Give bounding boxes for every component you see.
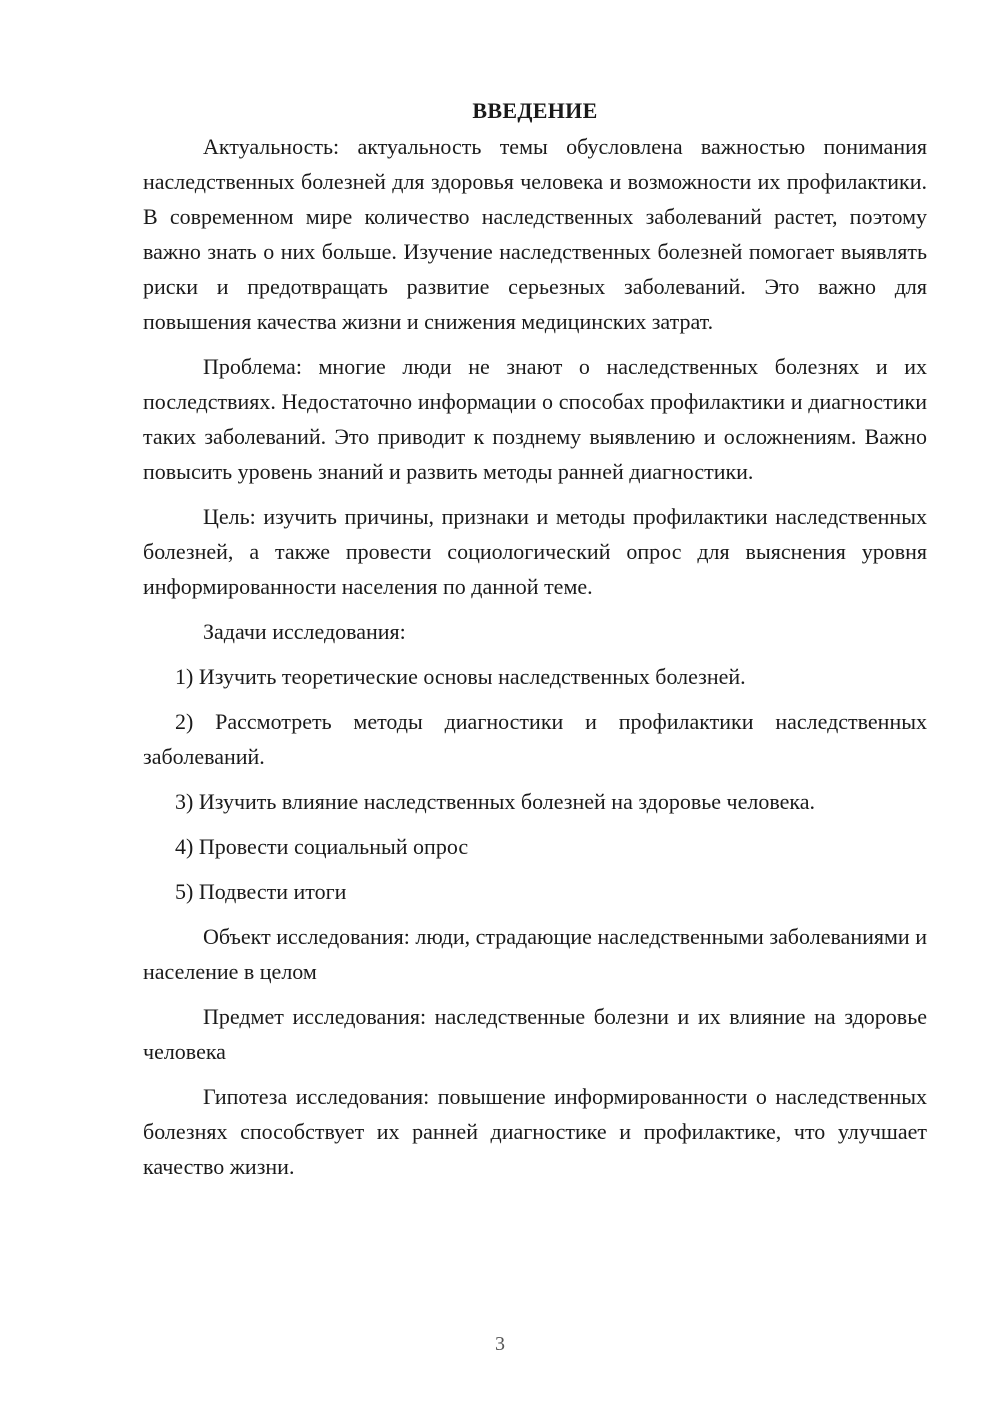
paragraph-problem: Проблема: многие люди не знают о наследственных болезнях и их последствиях. Недостаточно информации о способах профилактики и диагностики таких заболеваний. Это приводит к позднему выявлению и осложнениям. Важно повысить уровень знаний и развить методы ранней диагностики. xyxy=(143,354,927,484)
paragraph-goal: Цель: изучить причины, признаки и методы профилактики наследственных болезней, а также провести социологический опрос для выяснения уровня информированности населения по данной теме. xyxy=(143,504,927,599)
task-item-2: 2) Рассмотреть методы диагностики и профилактики наследственных заболеваний. xyxy=(143,709,927,769)
paragraph-tasks-heading: Задачи исследования: xyxy=(203,619,406,644)
paragraph-hypothesis: Гипотеза исследования: повышение информированности о наследственных болезнях способствует их ранней диагностике и профилактике, что улучшает качество жизни. xyxy=(143,1084,927,1179)
task-item-1: 1) Изучить теоретические основы наследственных болезней. xyxy=(175,664,746,689)
paragraph-relevance: Актуальность: актуальность темы обусловлена важностью понимания наследственных болезней для здоровья человека и возможности их профилактики. В современном мире количество наследственных заболеваний растет, поэтому важно знать о них больше. Изучение наследственных болезней помогает выявлять риски и предотвращать развитие серьезных заболеваний. Это важно для повышения качества жизни и снижения медицинских затрат. xyxy=(143,134,927,334)
paragraph-subject: Предмет исследования: наследственные болезни и их влияние на здоровье человека xyxy=(143,1004,927,1064)
page-number: 3 xyxy=(495,1333,505,1355)
paragraph-object: Объект исследования: люди, страдающие наследственными заболеваниями и население в целом xyxy=(143,924,927,984)
task-item-3: 3) Изучить влияние наследственных болезней на здоровье человека. xyxy=(175,789,815,814)
task-item-5: 5) Подвести итоги xyxy=(175,879,347,904)
task-item-4: 4) Провести социальный опрос xyxy=(175,834,469,859)
document-page xyxy=(143,93,927,1194)
section-title: ВВЕДЕНИЕ xyxy=(472,98,598,123)
